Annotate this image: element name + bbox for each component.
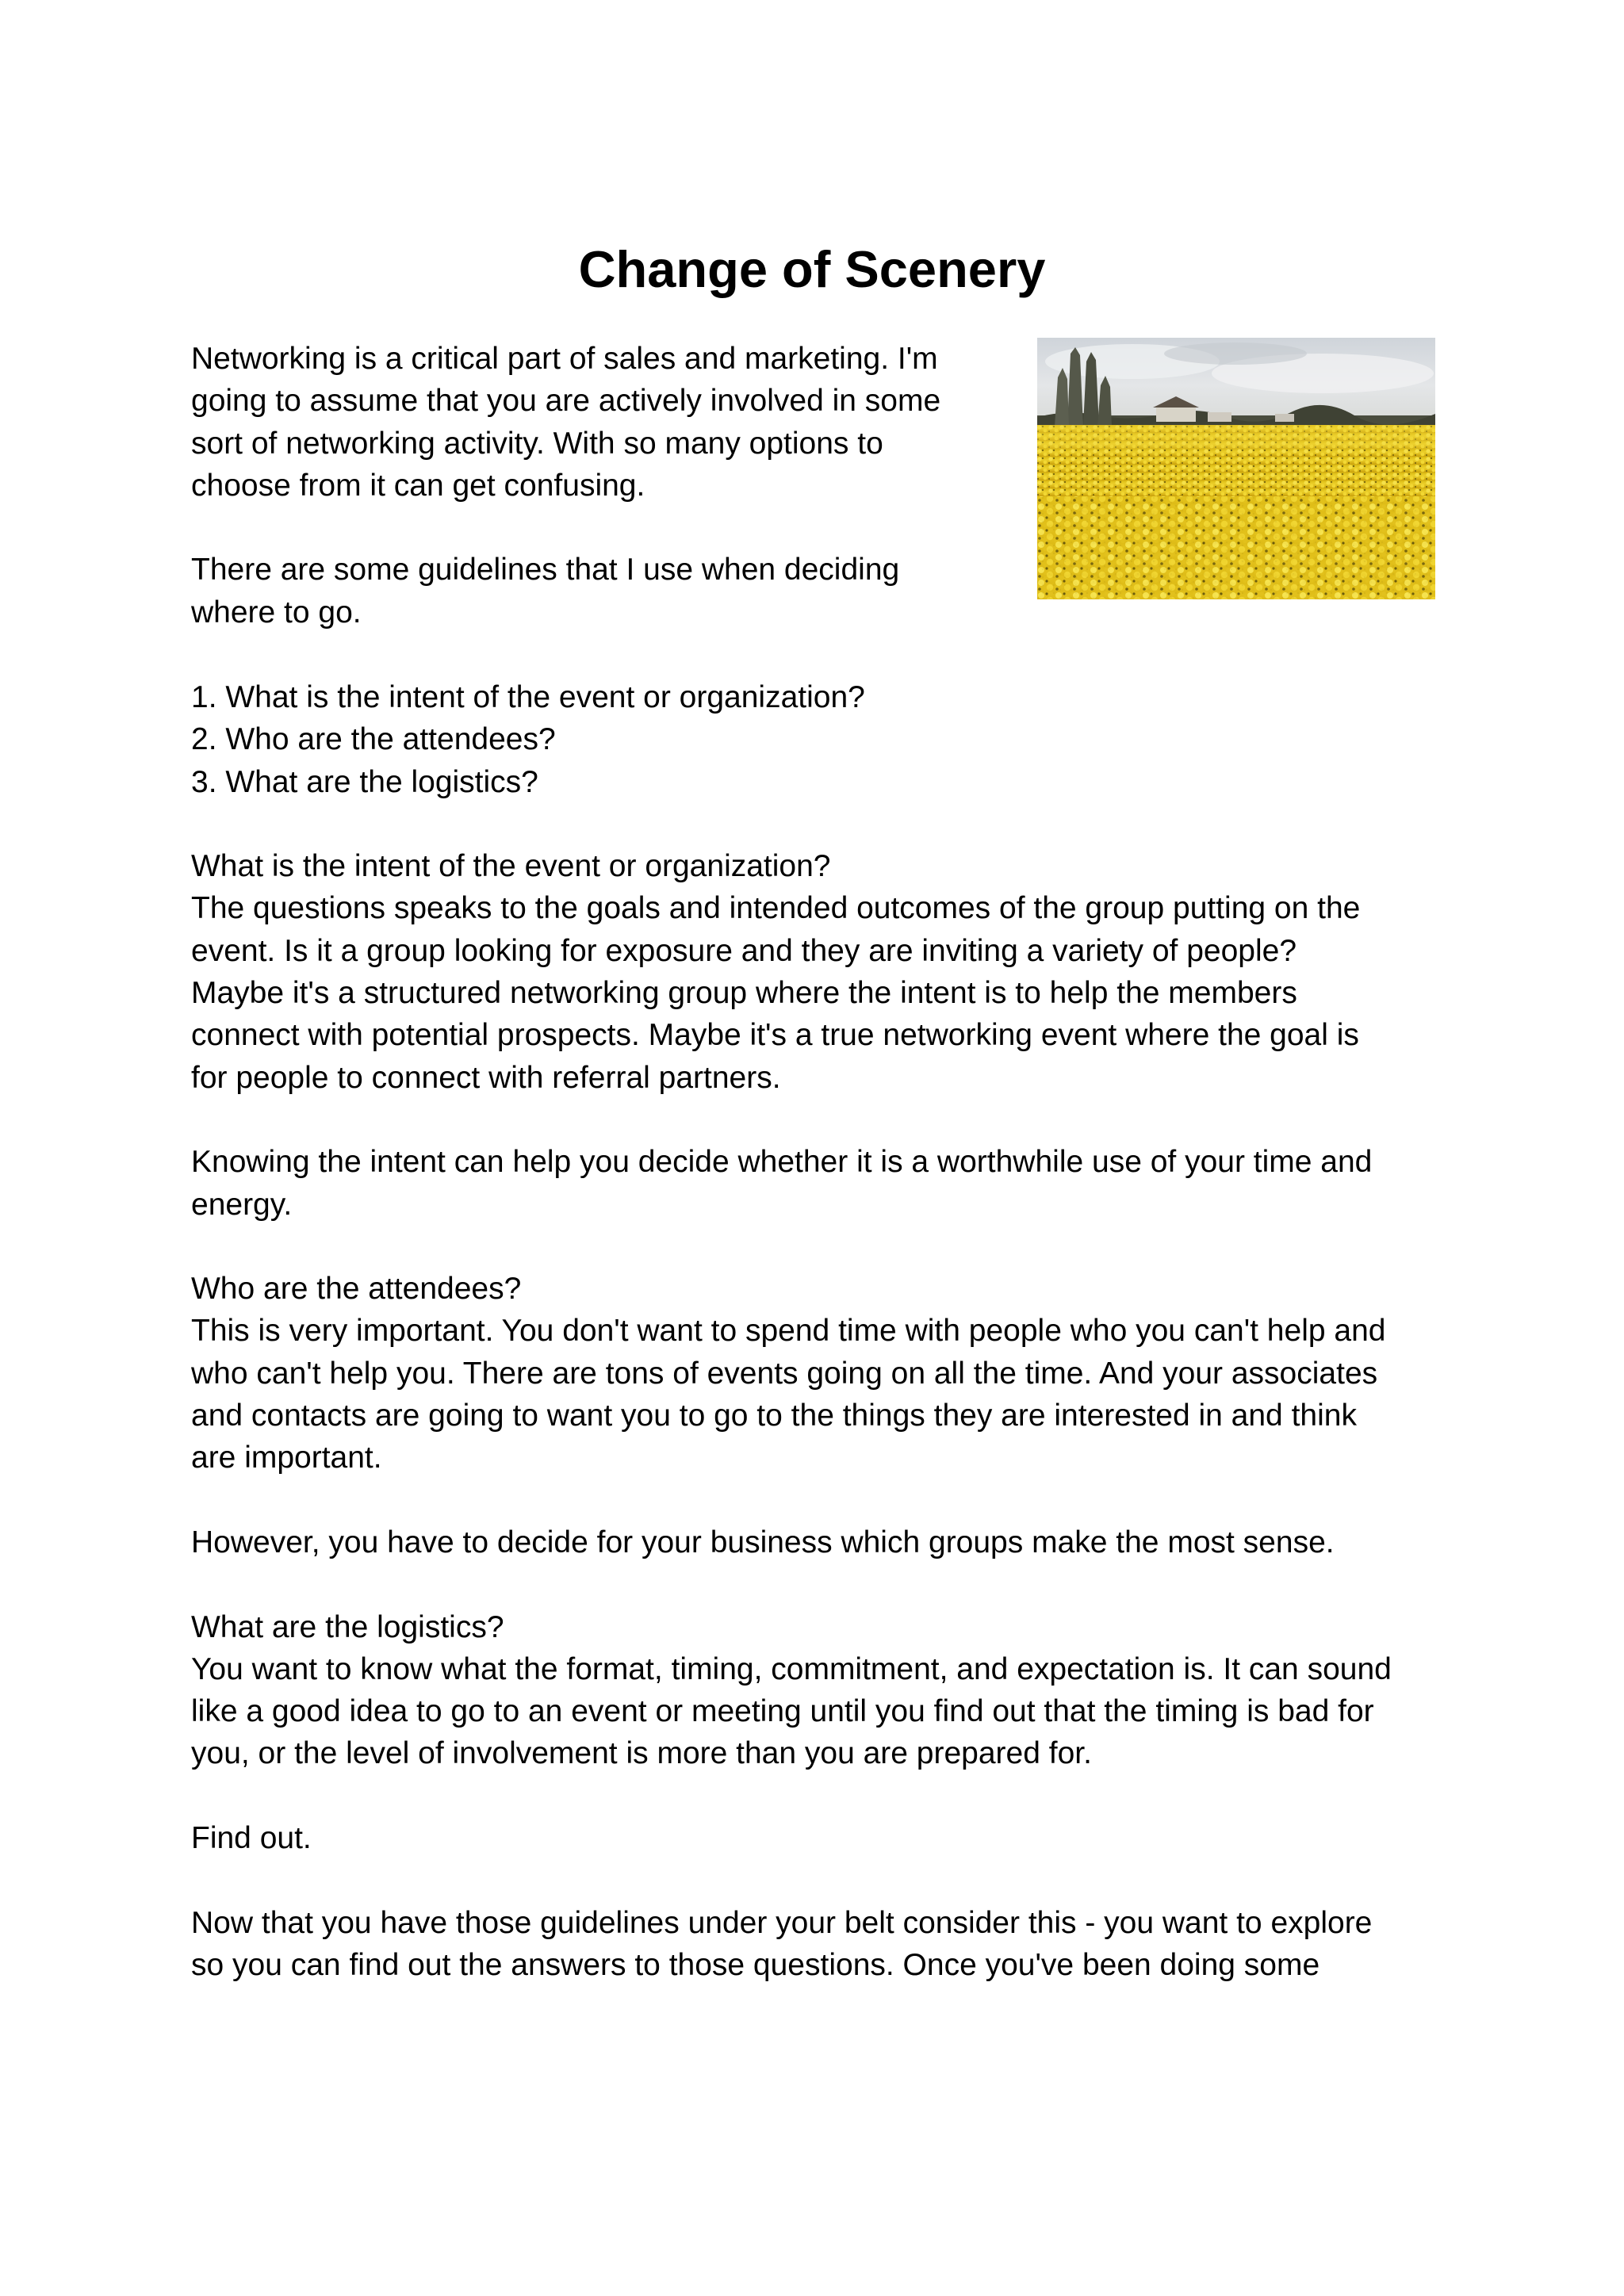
body-text-line: What is the intent of the event or organization?	[191, 849, 831, 884]
body-text-line: and contacts are going to want you to go to the things they are interested in and think	[191, 1399, 1357, 1433]
body-text-line: However, you have to decide for your business which groups make the most sense.	[191, 1525, 1335, 1559]
article-body	[191, 676, 1392, 1986]
intro-text-line: choose from it can get confusing.	[191, 468, 645, 503]
body-text-line: event. Is it a group looking for exposure and they are inviting a variety of people?	[191, 933, 1297, 968]
body-text-line: Find out.	[191, 1821, 312, 1856]
intro-text-line: where to go.	[191, 595, 362, 629]
body-text-line: Now that you have those guidelines under your belt consider this - you want to explore	[191, 1905, 1373, 1940]
daffodil-field-image	[1037, 338, 1435, 599]
body-text-line: Who are the attendees?	[191, 1272, 522, 1307]
body-text-line: energy.	[191, 1187, 293, 1222]
body-text-line: like a good idea to go to an event or meeting until you find out that the timing is bad for	[191, 1694, 1374, 1729]
intro-text-line: Networking is a critical part of sales and marketing. I'm	[191, 342, 938, 376]
body-text-line: you, or the level of involvement is more than you are prepared for.	[191, 1736, 1092, 1771]
body-text-line: 2. Who are the attendees?	[191, 722, 556, 757]
daffodil-field-photo	[1037, 338, 1435, 599]
body-text-line: so you can find out the answers to those questions. Once you've been doing some	[191, 1947, 1320, 1982]
body-text-line: What are the logistics?	[191, 1609, 504, 1644]
intro-text-line: There are some guidelines that I use when deciding	[191, 553, 900, 587]
blank-line	[191, 803, 1392, 845]
blank-line	[191, 1775, 1392, 1817]
body-text-line: connect with potential prospects. Maybe it's a true networking event where the goal is	[191, 1018, 1359, 1053]
body-text-line: 3. What are the logistics?	[191, 764, 538, 799]
body-text-line: are important.	[191, 1441, 382, 1475]
intro-text-line: going to assume that you are actively involved in some	[191, 384, 941, 419]
intro-text-line: sort of networking activity. With so many options to	[191, 426, 883, 461]
blank-line	[191, 1479, 1392, 1521]
body-text-line: You want to know what the format, timing, commitment, and expectation is. It can sound	[191, 1651, 1392, 1686]
blank-line	[191, 1099, 1392, 1141]
body-text-line: This is very important. You don't want to spend time with people who you can't help and	[191, 1314, 1386, 1349]
body-text-line: who can't help you. There are tons of events going on all the time. And your associates	[191, 1356, 1378, 1391]
intro-paragraph	[191, 338, 940, 633]
body-text-line: Knowing the intent can help you decide whether it is a worthwhile use of your time and	[191, 1145, 1373, 1180]
page-title: Change of Scenery	[578, 240, 1046, 298]
body-text-line: Maybe it's a structured networking group where the intent is to help the members	[191, 976, 1297, 1011]
blank-line	[191, 1859, 1392, 1901]
blank-line	[191, 1226, 1392, 1268]
body-text-line: The questions speaks to the goals and intended outcomes of the group putting on the	[191, 891, 1361, 926]
blank-line	[191, 507, 940, 549]
body-text-line: for people to connect with referral partners.	[191, 1060, 781, 1095]
body-text-line: 1. What is the intent of the event or organization?	[191, 680, 865, 714]
blank-line	[191, 1563, 1392, 1605]
